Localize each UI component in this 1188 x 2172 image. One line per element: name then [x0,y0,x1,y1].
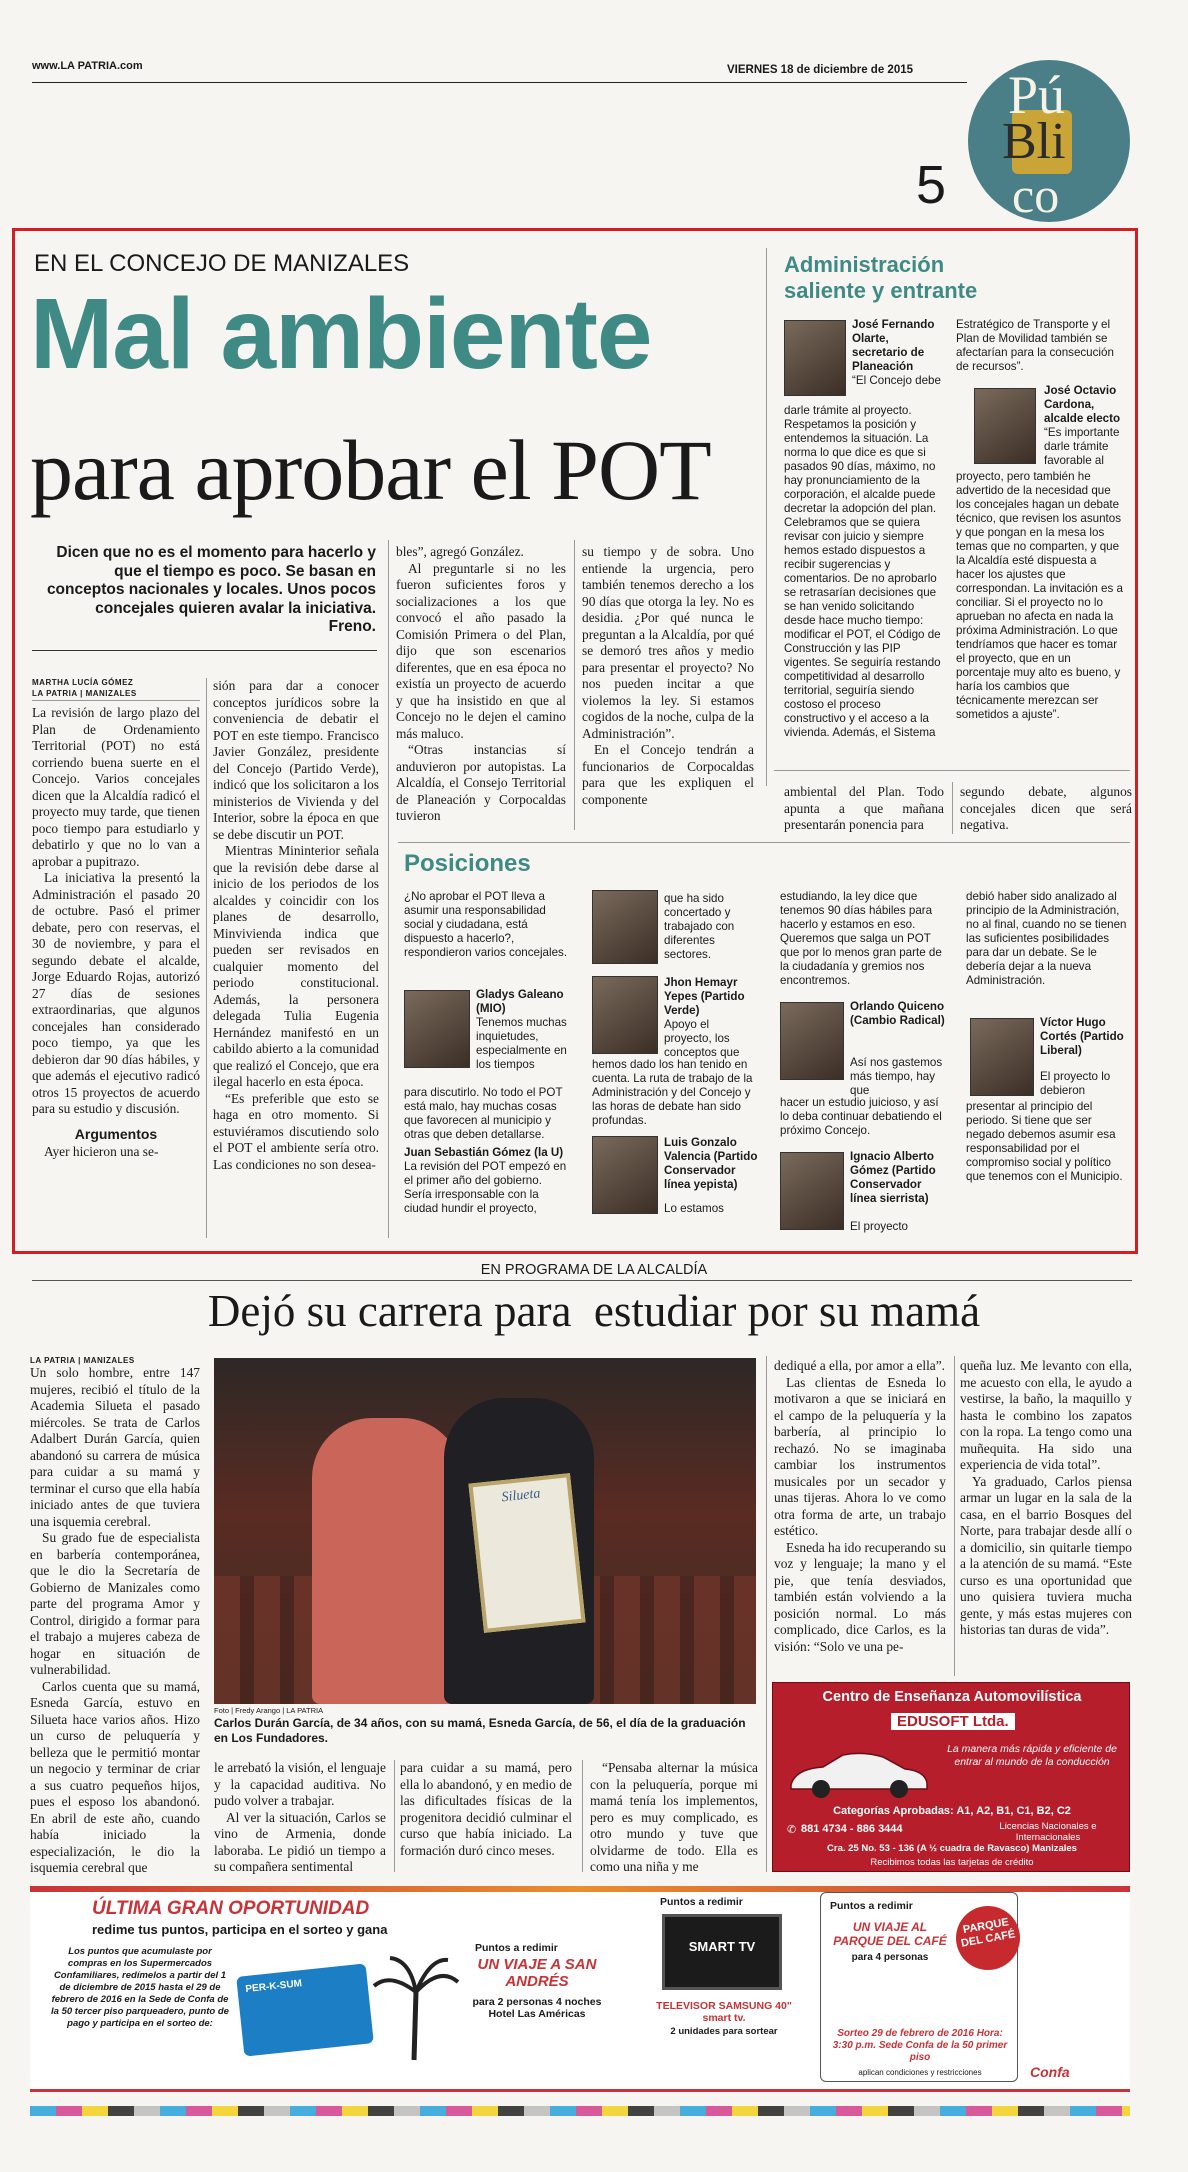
school-categories: Categorías Aprobadas: A1, A2, B1, C1, B2, C2 [833,1805,1071,1817]
s2-rule-3 [582,1760,583,1872]
photo-c2-top [592,890,658,964]
story1-col4-p2: En el Concejo tendrán a funcionarios de Corpocaldas para que les expliquen el componente [582,742,754,807]
prize2-detail: 2 unidades para sortear [670,2026,778,2037]
section-logo-line-2: Bli [1002,113,1066,170]
story1-col3-p3: “Otras instancias sí anduvieron por autopistas. La Alcaldía, el Consejo Territorial de Planeación y Corpocaldas tuvieron [396,742,566,823]
c3-top-text: estudiando, la ley dice que tenemos 90 días hábiles para hacerlo y estamos en eso. Queremos que salga un POT que por lo menos gran parte de la ciudadanía y gremios nos encontremos. [780,890,942,987]
c2-top-text: que ha sido concertado y trabajado con diferentes sectores. [664,892,735,961]
tv-brand: SMART TV [688,1939,756,1954]
story2-col1-p3: Carlos cuenta que su mamá, Esneda García, estuvo en Silueta hace varios años. Hizo un curso de peluquería y belleza que le permitió montar un negocio y terminar de criar a sus cuatro pequeños hijos, pues el esposo los abandonó. En abril de este año, cuando había iniciado la especialización, le dio la isquemia cerebral que [30,1678,200,1875]
olarte-quote-start: “El Concejo debe [852,374,941,387]
subhead-argumentos: Argumentos [74,1125,158,1142]
site-url[interactable]: www.LA PATRIA.com [32,60,143,72]
ignacio-text: El proyecto [850,1220,908,1233]
luis-text: Lo estamos [664,1202,724,1215]
story1-col3-p2: Al preguntarle si no les fueron suficientes foros y socializaciones a los que convocó el año pasado la Comisión Primera o del Plan, dijo que son escenarios diferentes, que en esa época no existía un proyecto de acuerdo y que ha insistido en que al Concejo no le dejen el camino más maluco. [396,560,566,741]
admin-box-title-1: Administración [784,252,945,277]
story2-kicker-rule [32,1280,1132,1281]
promo-left-text: Los puntos que acumulaste por compras en los Supermercados Confamiliares, redímelos a partir del 1 de diciembre de 2015 hasta el 29 de febrero de 2016 en la Sede de Confa de la 50 tercer piso parqueadero, punto de pago y participa en el sorteo de: [51,1946,229,2029]
gladys-name: Gladys Galeano (MIO) [476,988,564,1015]
admin-box-bottom-rule [774,770,1130,771]
gladys-text-start: Tenemos muchas inquietudes, especialmente en los tiempos [476,1016,567,1071]
col-rule-3 [574,540,575,830]
photo-jose-octavio-cardona [974,388,1036,464]
admin-box [774,248,1130,788]
photo-jose-fernando-olarte [784,320,846,396]
story2-kicker: EN PROGRAMA DE LA ALCALDÍA [480,1262,708,1278]
orlando-text: hacer un estudio juicioso, y así lo deba continuar debatiendo el próximo Concejo. [780,1096,942,1137]
story1-column-1 [32,678,200,1160]
tv-graphic [662,1914,782,1990]
section-logo-publico [968,60,1130,222]
photo-ignacio-alberto-gomez [780,1152,844,1230]
school-brand: EDUSOFT Ltda. [891,1713,1015,1730]
school-cards: Recibimos todas las tarjetas de crédito [870,1857,1034,1868]
positions-column-1 [404,890,572,1250]
story2-col5-p1: queña luz. Me levanto con ella, me acuesto con ella, le ayudo a vestirse, la baño, la maquillo y hasta le combino los zapatos con la ropa. La tengo como una muñequita. Ha sido una experiencia de vida total”. [960,1358,1132,1472]
header-rule [32,82,967,83]
prize3-title: UN VIAJE AL PARQUE DEL CAFÉ [833,1920,947,1948]
diploma-title: Silueta [500,1486,542,1506]
story1-col1-p1: La revisión de largo plazo del Plan de Ordenamiento Territorial (POT) no está corriendo buena suerte en el Concejo. Varios concejales dicen que la Alcaldía radicó el proyecto muy tarde, que tienen poco tiempo para estudiarlo y debatirlo y que no lo van a aprobar a pupitrazo. [32,705,200,869]
promo-card-graphic [236,1963,374,2056]
jhon-name: Jhon Hemayr Yepes (Partido Verde) [664,976,745,1017]
story1-col3-p1: bles”, agregó González. [396,544,524,559]
story1-headline-line1: Mal ambiente [30,278,652,390]
section-logo-line-3: co [1012,167,1060,222]
photo-gladys-galeano [404,990,470,1068]
story1-col4-p1: su tiempo y de sobra. Uno entiende la urgencia, pero también tenemos derecho a los 90 días que otorga la ley. No es desidia. ¿Por qué nunca le preguntan a la Alcaldía, por qué se demoró tres años y medio para presentar el proyecto? No nos pueden incitar a que violemos la ley. Si estamos cogidos de la noche, culpa de la Administración”. [582,544,754,741]
cardona-quote-start: “Es importante darle trámite favorable al [1044,426,1120,467]
story1-column-3 [396,544,566,825]
promo-subtitle: redime tus puntos, participa en el sorteo y gana [92,1922,388,1937]
gladys-text: para discutirlo. No todo el POT está malo, hay muchas cosas que favorecen al municipio y otras que deben detallarse. [404,1086,563,1141]
section-logo-line-1: Pú [1008,65,1066,125]
byline: MARTHA LUCÍA GÓMEZ [32,678,134,687]
victor-text: presentar al principio del periodo. Si tiene que ser negado debemos asumir esa responsabilidad por el compromiso social y político que tenemos con el Municipio. [966,1100,1123,1183]
victor-text-start: El proyecto lo debieron [1040,1070,1111,1097]
story1-headline-line2: para aprobar el POT [30,422,711,518]
s2-rule-5 [954,1356,955,1676]
story2-col4-bottom-p1: “Pensaba alternar la música con la peluquería, porque mi mamá tenía los implementos, pero es muy complicado, es otro mundo y tuve que olvidarme de todo. Ella es como una niña y me [590,1760,758,1874]
story1-col6-end: segundo debate, algunos concejales dicen que será negativa. [960,784,1132,832]
story2-col5-p2: Ya graduado, Carlos piensa armar un lugar en la sala de la casa, en el barrio Bosques del Norte, para trabajar desde allí o a domicilio, sin quitarle tiempo a la atención de su mamá. “Este curso es una oportunidad que uno quisiera tuviera mucha gente, y más estas mujeres con historias tan duras de vida”. [960,1473,1132,1637]
ignacio-name: Ignacio Alberto Gómez (Partido Conservador línea sierrista) [850,1150,936,1205]
story1-col1-p2: La iniciativa la presentó la Administración el pasado 20 de octubre. Pasó el primer debate, pero con reservas, el 30 de noviembre, y para el segundo debate el alcalde, Jorge Eduardo Rojas, autorizó 27 días de sesiones extraordinarias, que algunos concejales han considerado poco tiempo, ya que les debieron dar 90 días hábiles, y que además el ejecutivo radicó otros 15 proyectos de acuerdo para su estudio y discusión. [32,870,200,1116]
school-name: Centro de Enseñanza Automovilística [822,1689,1082,1705]
story1-column-2 [213,678,379,1173]
positions-column-3 [780,890,946,1250]
confa-logo: Confa [1030,2064,1070,2080]
photo-credit: Foto | Fredy Arango | LA PATRIA [214,1706,324,1715]
story1-col5-end: ambiental del Plan. Todo apunta a que mañana presentarán ponencia para [784,784,944,832]
orlando-name: Orlando Quiceno (Cambio Radical) [850,1000,945,1027]
prize3-detail: para 4 personas [851,1952,929,1963]
photo-victor-hugo-cortes [970,1018,1034,1096]
story2-col1-p1: Un solo hombre, entre 147 mujeres, recibió el título de la Academia Silueta el pasado miércoles. Se trata de Carlos Adalbert Durán García, quien abandonó su carrera de música para cuidar a su mamá y terminar el curso que ella había iniciado antes de que tuviera una isquemia cerebral. [30,1365,200,1529]
positions-question: ¿No aprobar el POT lleva a asumir una responsabilidad social y ciudadana, está dispuesto a hacerlo?, respondieron varios concejales. [404,890,568,959]
story2-dateline: LA PATRIA | MANIZALES [30,1356,135,1365]
olarte-quote: darle trámite al proyecto. Respetamos la posición y entendemos la situación. La norma lo que dice es que si pasados 90 días, máximo, no hay pronunciamiento de la corporación, el alcalde puede decretar la adopción del plan. Celebramos que se quiera revisar con juicio y siempre hemos estado dispuestos a recibir sugerencias y comentarios. De no aprobarlo se retrasarían decisiones que se han venido solicitando desde hace mucho tiempo: modificar el POT, el Código de Construcción y las PIP vigentes. Se seguiría restando competitividad al desarrollo territorial, seguiría siendo costoso el proceso constructivo y el acceso a la vivienda. Además, el Sistema [784,404,941,739]
col-rule-5 [952,782,953,834]
issue-date: VIERNES 18 de diciembre de 2015 [727,64,914,76]
admin-box-rule [766,248,767,786]
school-license: Licencias Nacionales e Internacionales [999,1821,1097,1843]
story1-deck-text: Dicen que no es el momento para hacerlo y que el tiempo es poco. Se basan en conceptos nacionales y locales. Unos pocos concejales quieren avalar la iniciativa. [46,544,376,617]
promo-ad[interactable] [30,1892,1130,2092]
prize2-title: TELEVISOR SAMSUNG 40" smart tv. [656,2000,792,2024]
school-phone[interactable]: 881 4734 - 886 3444 [801,1823,903,1835]
admin-box-title-2: saliente y entrante [784,278,978,303]
juan-text: La revisión del POT empezó en el primer año del gobierno. Sería irresponsable con la ciudad hundir el proyecto, [404,1160,567,1215]
prize1-detail: para 2 personas 4 noches Hotel Las Américas [472,1996,602,2020]
orlando-text-start: Así nos gastemos más tiempo, hay que [850,1056,943,1097]
story1-col2-p3: “Es preferible que esto se haga en otro momento. Si estuviéramos discutiendo solo el POT el ambiente sería otro. Las condiciones no son desea- [213,1090,379,1172]
prize3-draw: Sorteo 29 de febrero de 2016 Hora: 3:30 p.m. Sede Confa de la 50 primer piso [832,2028,1008,2063]
prize3-points-label: Puntos a redimir [830,1900,913,1912]
jhon-text-start: Apoyo el proyecto, los conceptos que [664,1018,740,1059]
positions-top-rule [398,842,1130,843]
olarte-name: José Fernando Olarte, secretario de Planeación [852,318,935,373]
positions-column-2 [592,890,760,1250]
story1-col2-p2: Mientras Mininterior señala que la revisión debe darse al inicio de los periodos de los alcaldes y coincidir con los planes de desarrollo, Minvivienda indica que pueden ser revisados en cualquier momento del periodo constitucional. Además, la personera delegada Tulia Eugenia Hernández manifestó en un cabildo abierto a la comunidad que realizó el Concejo, que era ilegal hacerlo en esta época. [213,843,379,1089]
page-number: 5 [916,155,947,215]
victor-name: Víctor Hugo Cortés (Partido Liberal) [1040,1016,1124,1057]
story1-column-4 [582,544,754,808]
promo-title: ÚLTIMA GRAN OPORTUNIDAD [92,1898,370,1919]
story2-col2-p2: Al ver la situación, Carlos se vino de Armenia, donde laboraba. Le pidió un tiempo a su compañera sentimental [214,1809,386,1874]
story2-headline: Dejó su carrera para estudiar por su mamá [207,1286,981,1336]
phone-icon: ✆ [787,1824,797,1836]
story2-column-1 [30,1356,200,1877]
story2-col3-p1: para cuidar a su mamá, pero ella lo abandonó, y en medio de las dificultades físicas de la progenitora decidió culminar el curso que había iniciado. La formación duró cinco meses. [400,1760,572,1858]
positions-title: Posiciones [404,850,531,877]
car-icon [783,1743,933,1803]
story1-deck [34,544,376,637]
s2-rule-4 [766,1356,767,1872]
deck-rule [32,650,377,651]
photo-caption: Carlos Durán García, de 34 años, con su mamá, Esneda García, de 56, el día de la graduación en Los Fundadores. [214,1716,746,1745]
park-logo-text: PARQUE DEL CAFÉ [960,1916,1017,1950]
dateline: LA PATRIA | MANIZALES [32,689,200,701]
positions-column-4 [966,890,1130,1250]
story2-col4-p3: Esneda ha ido recuperando su voz y lenguaje; la mano y el pie, que tenía desviados, también están volviendo a la posición normal. Lo más complicado, dice Carlos, es la visión: “Solo ve una pe- [774,1539,946,1654]
s2-rule-2 [394,1760,395,1872]
school-slogan: La manera más rápida y eficiente de entrar al mundo de la conducción [947,1743,1117,1768]
photo-luis-gonzalo-valencia [592,1136,658,1214]
story2-col2-p1: le arrebató la visión, el lenguaje y la capacidad auditiva. No pudo volver a trabajar. [214,1760,386,1808]
col-rule-2 [388,540,389,1238]
prize3-conditions: aplican condiciones y restricciones [858,2068,982,2077]
story2-column-2 [214,1760,386,1876]
photo-orlando-quiceno [780,1002,844,1080]
luis-name: Luis Gonzalo Valencia (Partido Conservador línea yepista) [664,1136,758,1191]
story1-deck-word: Freno. [328,618,376,635]
c4-top-text: debió haber sido analizado al principio de la Administración, no al final, cuando no se tienen las suficientes posibilidades para dar un debate. Se le debería dejar a la nueva Administración. [966,890,1127,987]
photo-jhon-hemayr-yepes [592,976,658,1054]
story2-column-5 [960,1358,1132,1639]
prize1-points-label: Puntos a redimir [475,1942,558,1954]
story2-col4-p1: dediqué a ella, por amor a ella”. [774,1358,946,1373]
story2-col1-p2: Su grado fue de especialista en barbería contemporánea, que le dio la Secretaría de Gobierno de Manizales como parte del programa Amor y Control, dirigido a formar para el trabajo a mujeres cabeza de hogar en situación de vulnerabilidad. [30,1530,200,1677]
promo-card-label: PER-K-SUM [244,1978,303,1996]
palm-tree-icon [370,1952,460,2062]
story2-column-4-bottom [590,1760,758,1876]
prize1-title: UN VIAJE A SAN ANDRÉS [477,1956,597,1990]
school-address: Cra. 25 No. 53 - 136 (A ½ cuadra de Ravasco) Manizales [827,1843,1077,1854]
story2-column-3 [400,1760,572,1859]
photo-mother-figure [312,1418,462,1704]
story2-column-4 [774,1358,946,1655]
story1-col1-end: Ayer hicieron una se- [44,1143,159,1159]
col-rule-1 [206,678,207,1238]
driving-school-ad[interactable] [772,1682,1130,1872]
cardona-name: José Octavio Cardona, alcalde electo [1044,384,1121,425]
story1-col2-p1: sión para dar a conocer conceptos jurídicos sobre la conveniencia de debatir el POT en este tiempo. Francisco Javier González, presidente del Concejo (Partido Verde), indicó que los solicitaron a los ministerios de Vivienda y del Interior, sobre la época en que se debe discutir un POT. [213,678,379,842]
story2-photo [214,1358,756,1704]
prize2-points-label: Puntos a redimir [660,1896,743,1908]
jhon-text: hemos dado los han tenido en cuenta. La ruta de trabajo de la Administración y del Concejo y las horas de debate han sido profundas. [592,1058,753,1127]
cardona-quote: proyecto, pero también he advertido de la necesidad que los concejales hagan un debate técnico, que revisen los asuntos y que pongan en la mesa los temas que no comparten, y que la Alcaldía esté dispuesta a hacer los ajustes que correspondan. La invitación es a conciliar. Si el proyecto no lo aprueban no afecta en nada la próxima Administración. Lo que tendríamos que hacer es tomar el proyecto, que en un porcentaje muy alto es bueno, y haría los cambios que técnicamente merezcan ser sometidos a ajuste”. [956,470,1123,721]
olarte-quote-cont: Estratégico de Transporte y el Plan de Movilidad también se afectarían para la consecución de recursos”. [956,318,1114,373]
story2-col4-p2: Las clientas de Esneda lo motivaron a que se iniciará en el campo de la peluquería y la barbería, al principio lo rechazó. No se imaginaba cambiar los instrumentos musicales por un secador y unas tijeras. Ahora lo ve como otra forma de arte, un trabajo estético. [774,1374,946,1538]
story1-kicker: EN EL CONCEJO DE MANIZALES [34,250,410,277]
photo-diploma [468,1473,585,1633]
juan-name: Juan Sebastián Gómez (la U) [404,1146,564,1159]
color-bar-bottom [30,2106,1130,2116]
